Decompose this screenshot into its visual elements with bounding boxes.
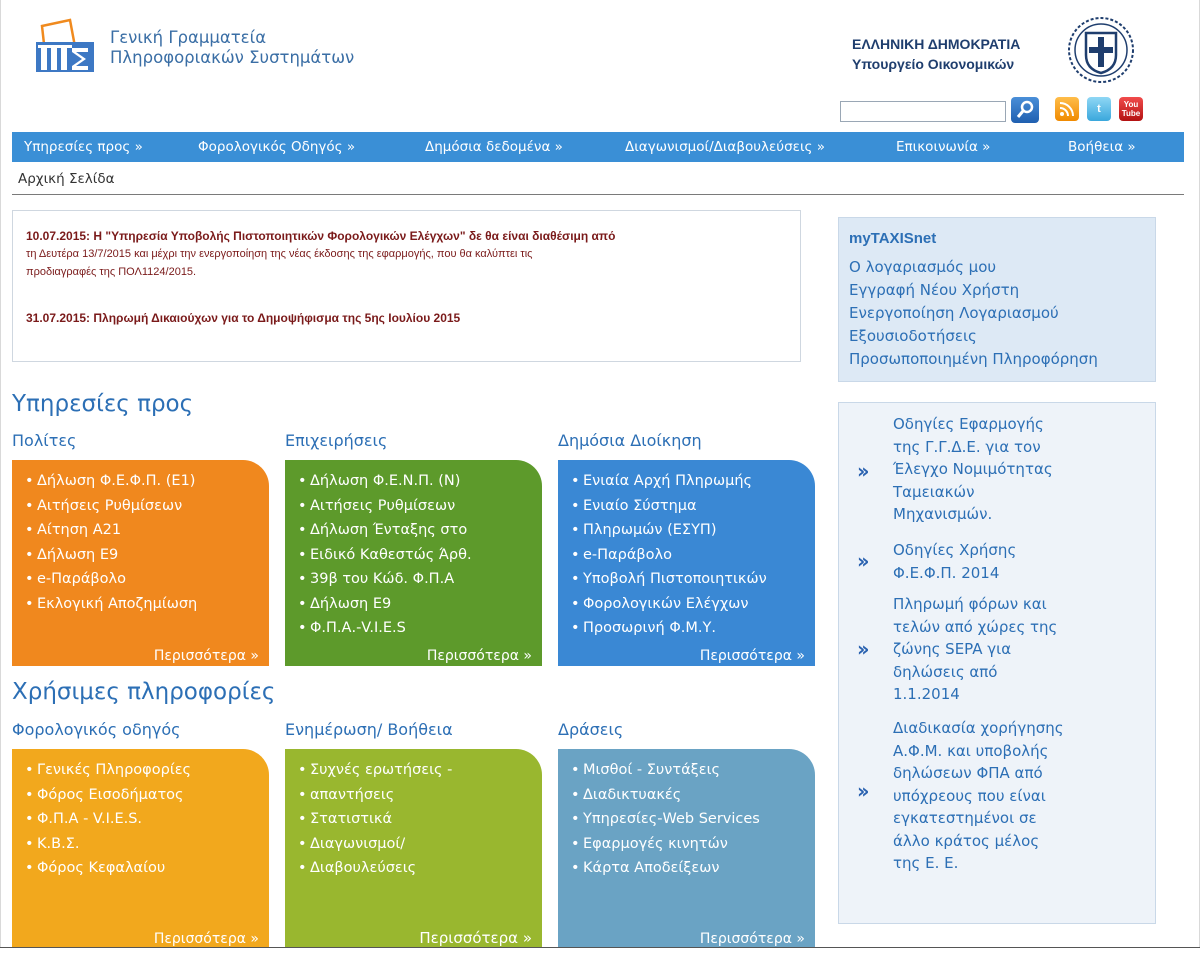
public-admin-services-box <box>558 460 815 666</box>
double-chevron-right-icon: ›› <box>857 549 866 573</box>
list-item[interactable]: • Διαγωνισμοί/ <box>298 832 534 857</box>
search-input[interactable] <box>840 101 1006 122</box>
search-icon <box>1011 97 1039 123</box>
guide-1-line: Οδηγίες Εφαρμογής <box>893 415 1044 433</box>
guide-4-line: δηλώσεων ΦΠΑ από <box>893 764 1043 782</box>
guides-box <box>838 402 1156 924</box>
list-item[interactable]: • Ενιαίο Σύστημα <box>571 494 807 519</box>
youtube-icon[interactable] <box>1119 97 1143 121</box>
citizens-services-box <box>12 460 269 666</box>
guide-2-line: Φ.Ε.Φ.Π. 2014 <box>893 563 1000 582</box>
list-item[interactable]: • Κ.Β.Σ. <box>25 832 261 857</box>
help-box <box>285 749 542 949</box>
list-item[interactable]: • Υποβολή Πιστοποιητικών <box>571 567 807 592</box>
column-title-businesses[interactable]: Επιχειρήσεις <box>285 431 388 450</box>
list-item[interactable]: • e-Παράβολο <box>25 567 261 592</box>
guide-4-line: εγκατεστημένοι σε <box>893 809 1037 827</box>
announcement-1-line-3[interactable]: προδιαγραφές της ΠΟΛ1124/2015. <box>26 266 197 278</box>
list-item[interactable]: • Φόρος Εισοδήματος <box>25 783 261 808</box>
guide-2-line: Οδηγίες Χρήσης <box>893 541 1017 559</box>
mytaxisnet-title: myTAXISnet <box>849 230 937 247</box>
gov-line-1: ΕΛΛΗΝΙΚΗ ΔΗΜΟΚΡΑΤΙΑ <box>852 36 1021 52</box>
more-link[interactable]: Περισσότερα » <box>419 929 532 947</box>
guide-1-line: Μηχανισμών. <box>893 505 993 523</box>
guide-3-line: τελών από χώρες της <box>893 617 1058 636</box>
double-chevron-right-icon: ›› <box>857 779 866 803</box>
guide-1-line: Ταμειακών <box>893 482 975 501</box>
greek-emblem-icon <box>1066 15 1136 85</box>
list-item[interactable]: • Υπηρεσίες-Web Services <box>571 807 807 832</box>
double-chevron-right-icon: ›› <box>857 637 866 661</box>
mytaxisnet-link-personalized-info[interactable]: Προσωποποιημένη Πληροφόρηση <box>849 350 1098 368</box>
list-item[interactable]: • Συχνές ερωτήσεις - <box>298 758 534 783</box>
list-item[interactable]: • Διαδικτυακές <box>571 783 807 808</box>
breadcrumb[interactable]: Αρχική Σελίδα <box>18 171 115 187</box>
list-item[interactable]: • Φορολογικών Ελέγχων <box>571 592 807 617</box>
guide-link-cash-registers[interactable] <box>893 413 1123 526</box>
tax-guide-box <box>12 749 269 949</box>
column-title-tax-guide[interactable]: Φορολογικός οδηγός <box>12 720 181 739</box>
column-title-citizens[interactable]: Πολίτες <box>12 431 77 450</box>
rss-icon[interactable] <box>1055 97 1079 121</box>
more-link[interactable]: Περισσότερα » <box>426 648 532 664</box>
announcement-1-line-1[interactable]: 10.07.2015: Η "Υπηρεσία Υποβολής Πιστοποιητικών Φορολογικών Ελέγχων" δε θα είναι διαθέσιμη από <box>26 229 616 243</box>
list-item[interactable]: • Αιτήσεις Ρυθμίσεων <box>25 494 261 519</box>
ministry-title <box>852 34 1020 74</box>
list-item[interactable]: • Φ.Π.Α.-V.I.E.S <box>298 616 534 641</box>
info-section-title: Χρήσιμες πληροφορίες <box>12 679 276 705</box>
list-item[interactable]: • Μισθοί - Συντάξεις <box>571 758 807 783</box>
guide-3-line: δηλώσεις από <box>893 662 998 681</box>
more-link[interactable]: Περισσότερα » <box>699 648 805 664</box>
list-item[interactable]: • Φόρος Κεφαλαίου <box>25 856 261 881</box>
list-item[interactable]: • Εφαρμογές κινητών <box>571 832 807 857</box>
more-link[interactable]: Περισσότερα » <box>153 648 259 664</box>
guide-3-line: 1.1.2014 <box>893 685 960 703</box>
main-nav <box>12 132 1184 162</box>
list-item[interactable]: • Δήλωση Φ.Ε.Ν.Π. (Ν) <box>298 469 534 494</box>
actions-box <box>558 749 815 949</box>
nav-item-services[interactable]: Υπηρεσίες προς » <box>24 139 143 155</box>
list-item[interactable]: • e-Παράβολο <box>571 543 807 568</box>
breadcrumb-bar <box>12 162 1184 195</box>
guide-1-line: Έλεγχο Νομιμότητας <box>893 460 1053 478</box>
brand-line-2: Πληροφοριακών Συστημάτων <box>110 48 355 67</box>
list-item[interactable]: • Κάρτα Αποδείξεων <box>571 856 807 881</box>
window-bottom-edge <box>0 947 1200 955</box>
guide-4-line: άλλο κράτος μέλος <box>893 831 1040 850</box>
list-item[interactable]: • Δήλωση Ε9 <box>25 543 261 568</box>
nav-item-tax-guide[interactable]: Φορολογικός Οδηγός » <box>198 139 356 155</box>
list-item[interactable]: • Αιτήσεις Ρυθμίσεων <box>298 494 534 519</box>
nav-item-public-data[interactable]: Δημόσια δεδομένα » <box>425 139 563 155</box>
guide-4-line: Διαδικασία χορήγησης <box>893 719 1064 737</box>
twitter-icon[interactable] <box>1087 97 1111 121</box>
mytaxisnet-box <box>838 217 1156 382</box>
column-title-public-admin[interactable]: Δημόσια Διοίκηση <box>558 431 702 450</box>
nav-item-tenders[interactable]: Διαγωνισμοί/Διαβουλεύσεις » <box>625 139 826 155</box>
guide-link-fefp-2014[interactable] <box>893 539 1123 584</box>
twitter-label: t <box>1097 103 1101 115</box>
list-item[interactable]: • Πληρωμών (ΕΣΥΠ) <box>571 518 807 543</box>
guide-3-line: Πληρωμή φόρων και <box>893 595 1047 613</box>
guide-1-line: της Γ.Γ.Δ.Ε. για τον <box>893 437 1041 456</box>
column-title-actions[interactable]: Δράσεις <box>558 720 624 739</box>
nav-item-help[interactable]: Βοήθεια » <box>1068 139 1136 155</box>
guide-3-line: ζώνης SEPA για <box>893 640 1012 658</box>
more-link[interactable]: Περισσότερα » <box>153 931 259 947</box>
more-link[interactable]: Περισσότερα » <box>699 931 805 947</box>
announcement-2[interactable]: 31.07.2015: Πληρωμή Δικαιούχων για το Δημοψήφισμα της 5ης Ιουλίου 2015 <box>26 311 461 325</box>
guide-4-line: υπόχρεους που είναι <box>893 786 1046 805</box>
list-item[interactable]: • Ειδικό Καθεστώς Άρθ. <box>298 543 534 568</box>
list-item[interactable]: • Δήλωση Ε9 <box>298 592 534 617</box>
mytaxisnet-link-activation[interactable]: Ενεργοποίηση Λογαριασμού <box>849 304 1059 322</box>
businesses-services-box <box>285 460 542 666</box>
mytaxisnet-link-authorizations[interactable]: Εξουσιοδοτήσεις <box>849 327 977 345</box>
gov-line-2: Υπουργείο Οικονομικών <box>852 56 1015 72</box>
list-item[interactable]: • Διαβουλεύσεις <box>298 856 534 881</box>
list-item[interactable]: • Γενικές Πληροφορίες <box>25 758 261 783</box>
list-item[interactable]: • απαντήσεις <box>298 783 534 808</box>
list-item[interactable]: • Στατιστικά <box>298 807 534 832</box>
column-title-help[interactable]: Ενημέρωση/ Βοήθεια <box>285 720 453 739</box>
services-section-title: Υπηρεσίες προς <box>12 391 194 417</box>
mytaxisnet-link-register[interactable]: Εγγραφή Νέου Χρήστη <box>849 281 1020 299</box>
announcement-1-line-2[interactable]: τη Δευτέρα 13/7/2015 και μέχρι την ενεργοποίηση της νέας έκδοσης της εφαρμογής, που θα καλύπτει τις <box>26 248 533 260</box>
list-item[interactable]: • Προσωρινή Φ.Μ.Υ. <box>571 616 807 641</box>
announcements-box <box>12 210 801 362</box>
list-item[interactable]: • Δήλωση Ένταξης στο <box>298 518 534 543</box>
brand-line-1: Γενική Γραμματεία <box>110 28 267 47</box>
guide-link-afm-vat[interactable] <box>893 717 1123 875</box>
list-item[interactable]: • Εκλογική Αποζημίωση <box>25 592 261 617</box>
youtube-label: You Tube <box>1121 100 1141 118</box>
double-chevron-right-icon: ›› <box>857 459 866 483</box>
list-item[interactable]: • 39β του Κώδ. Φ.Π.Α <box>298 567 534 592</box>
mytaxisnet-link-account[interactable]: Ο λογαριασμός μου <box>849 258 997 276</box>
nav-item-contact[interactable]: Επικοινωνία » <box>896 139 991 155</box>
guide-link-sepa-payment[interactable] <box>893 593 1123 706</box>
list-item[interactable]: • Δήλωση Φ.Ε.Φ.Π. (Ε1) <box>25 469 261 494</box>
list-item[interactable]: • Ενιαία Αρχή Πληρωμής <box>571 469 807 494</box>
gsis-logo[interactable] <box>32 18 104 74</box>
guide-4-line: της Ε. Ε. <box>893 854 959 872</box>
list-item[interactable]: • Φ.Π.Α - V.I.E.S. <box>25 807 261 832</box>
list-item[interactable]: • Αίτηση Α21 <box>25 518 261 543</box>
search-button[interactable] <box>1011 97 1039 123</box>
site-brand[interactable] <box>110 28 354 68</box>
guide-4-line: Α.Φ.Μ. και υποβολής <box>893 741 1049 760</box>
